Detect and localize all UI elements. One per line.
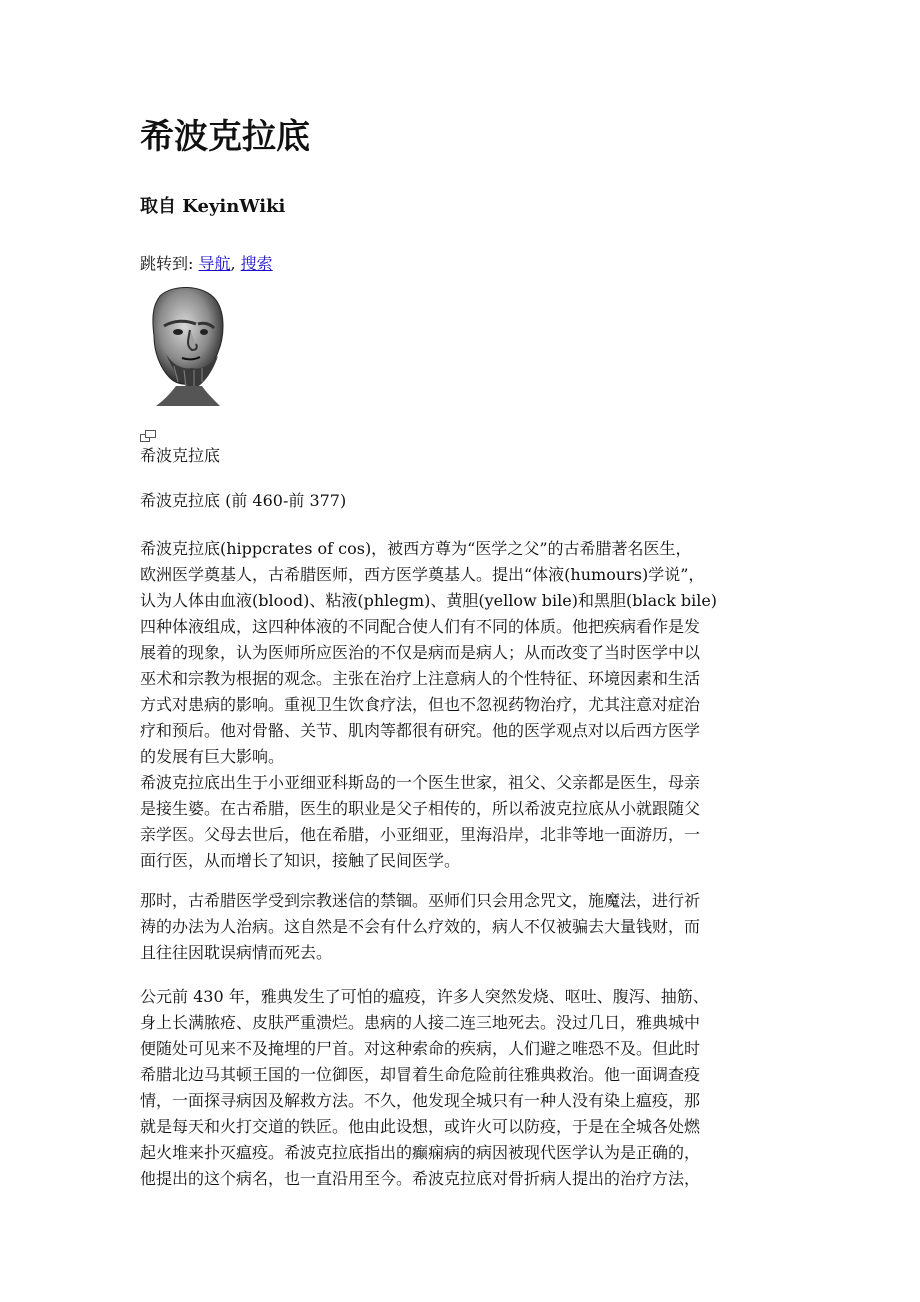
paragraph-early-life xyxy=(140,770,785,874)
paragraph-superstition xyxy=(140,888,785,966)
paragraph-line: 面行医，从而增长了知识，接触了民间医学。 xyxy=(140,851,461,870)
jump-links xyxy=(140,252,273,276)
paragraph-line: 就是每天和火打交道的铁匠。他由此设想，或许火可以防疫，于是在全城各处燃 xyxy=(140,1117,701,1136)
paragraph-line: 身上长满脓疮、皮肤严重溃烂。患病的人接二连三地死去。没过几日，雅典城中 xyxy=(140,1013,701,1032)
paragraph-intro xyxy=(140,536,785,770)
jump-search-link[interactable]: 搜索 xyxy=(240,254,273,273)
page-source: 取自 KeyinWiki xyxy=(140,196,286,217)
page-title: 希波克拉底 xyxy=(140,117,310,157)
jump-prefix: 跳转到: xyxy=(140,254,199,273)
paragraph-line: 巫术和宗教为根据的观念。主张在治疗上注意病人的个性特征、环境因素和生活 xyxy=(140,669,701,688)
paragraph-line: 疗和预后。他对骨骼、关节、肌肉等都很有研究。他的医学观点对以后西方医学 xyxy=(140,721,701,740)
paragraph-line: 认为人体由血液(blood)、粘液(phlegm)、黄胆(yellow bile)和黑胆(black bile) xyxy=(140,591,718,610)
paragraph-line: 他提出的这个病名，也一直沿用至今。希波克拉底对骨折病人提出的治疗方法， xyxy=(140,1169,701,1188)
paragraph-line: 欧洲医学奠基人，古希腊医师，西方医学奠基人。提出“体液(humours)学说”， xyxy=(140,565,705,584)
paragraph-line: 祷的办法为人治病。这自然是不会有什么疗效的，病人不仅被骗去大量钱财，而 xyxy=(140,917,701,936)
paragraph-line: 亲学医。父母去世后，他在希腊，小亚细亚，里海沿岸，北非等地一面游历，一 xyxy=(140,825,701,844)
enlarge-icon[interactable] xyxy=(140,430,156,442)
image-caption: 希波克拉底 xyxy=(140,446,221,465)
paragraph-line: 希腊北边马其顿王国的一位御医，却冒着生命危险前往雅典救治。他一面调查疫 xyxy=(140,1065,701,1084)
paragraph-line: 展着的现象，认为医师所应医治的不仅是病而是病人；从而改变了当时医学中以 xyxy=(140,643,701,662)
paragraph-line: 公元前 430 年，雅典发生了可怕的瘟疫，许多人突然发烧、呕吐、腹泻、抽筋、 xyxy=(140,987,709,1006)
paragraph-line: 那时，古希腊医学受到宗教迷信的禁锢。巫师们只会用念咒文，施魔法，进行祈 xyxy=(140,891,701,910)
paragraph-line: 是接生婆。在古希腊，医生的职业是父子相传的，所以希波克拉底从小就跟随父 xyxy=(140,799,701,818)
jump-separator: , xyxy=(230,254,241,273)
paragraph-line: 情，一面探寻病因及解救方法。不久，他发现全城只有一种人没有染上瘟疫，那 xyxy=(140,1091,701,1110)
paragraph-line: 方式对患病的影响。重视卫生饮食疗法，但也不忽视药物治疗，尤其注意对症治 xyxy=(140,695,701,714)
paragraph-line: 希波克拉底出生于小亚细亚科斯岛的一个医生世家，祖父、父亲都是医生，母亲 xyxy=(140,773,701,792)
paragraph-line: 便随处可见来不及掩埋的尸首。对这种索命的疾病，人们避之唯恐不及。但此时 xyxy=(140,1039,701,1058)
paragraph-line: 希波克拉底(hippcrates of cos)，被西方尊为“医学之父”的古希腊著名医生， xyxy=(140,539,692,558)
paragraph-line: 的发展有巨大影响。 xyxy=(140,747,285,766)
paragraph-plague xyxy=(140,984,785,1192)
portrait-image[interactable] xyxy=(140,282,232,408)
paragraph-line: 起火堆来扑灭瘟疫。希波克拉底指出的癫痫病的病因被现代医学认为是正确的， xyxy=(140,1143,701,1162)
paragraph-line: 四种体液组成，这四种体液的不同配合使人们有不同的体质。他把疾病看作是发 xyxy=(140,617,701,636)
jump-nav-link[interactable]: 导航 xyxy=(198,254,231,273)
paragraph-line: 且往往因耽误病情而死去。 xyxy=(140,943,333,962)
lifespan-line: 希波克拉底 (前 460-前 377) xyxy=(140,491,347,510)
